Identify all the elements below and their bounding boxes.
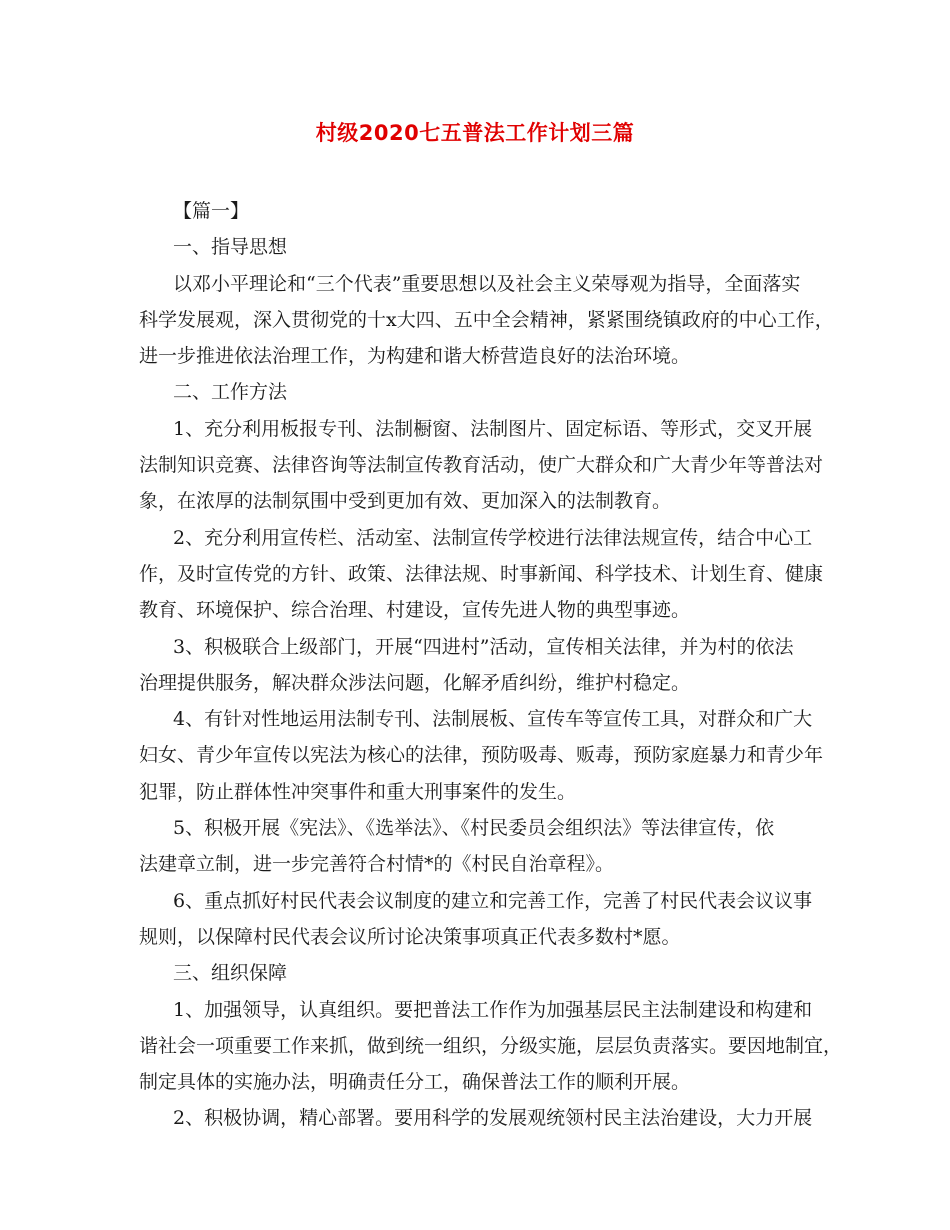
body-line: 作，及时宣传党的方针、政策、法律法规、时事新闻、科学技术、计划生育、健康: [139, 562, 824, 585]
body-line: 2、充分利用宣传栏、活动室、法制宣传学校进行法律法规宣传，结合中心工: [173, 526, 813, 549]
body-line: 谐社会一项重要工作来抓，做到统一组织，分级实施，层层负责落实。要因地制宜，: [139, 1034, 843, 1057]
body-line: 法建章立制，进一步完善符合村情*的《村民自治章程》。: [139, 853, 615, 876]
body-line: 科学发展观，深入贯彻党的十x大四、五中全会精神，紧紧围绕镇政府的中心工作，: [139, 308, 834, 331]
body-line: 制定具体的实施办法，明确责任分工，确保普法工作的顺利开展。: [139, 1071, 691, 1094]
body-line: 进一步推进依法治理工作，为构建和谐大桥营造良好的法治环境。: [139, 345, 691, 368]
body-line: 二、工作方法: [173, 381, 288, 404]
body-line: 3、积极联合上级部门，开展“四进村”活动，宣传相关法律，并为村的依法: [173, 635, 794, 658]
body-line: 法制知识竞赛、法律咨询等法制宣传教育活动，使广大群众和广大青少年等普法对: [139, 454, 824, 477]
document-body: [139, 193, 843, 1137]
body-line: 妇女、青少年宣传以宪法为核心的法律，预防吸毒、贩毒，预防家庭暴力和青少年: [139, 744, 824, 767]
body-line: 象，在浓厚的法制氛围中受到更加有效、更加深入的法制教育。: [139, 490, 672, 513]
body-line: 治理提供服务，解决群众涉法问题，化解矛盾纠纷，维护村稳定。: [139, 671, 691, 694]
document-title: 村级2020七五普法工作计划三篇: [315, 121, 635, 145]
body-line: 一、指导思想: [173, 236, 288, 259]
body-line: 以邓小平理论和“三个代表”重要思想以及社会主义荣辱观为指导，全面落实: [173, 272, 801, 295]
body-line: 教育、环境保护、综合治理、村建设，宣传先进人物的典型事迹。: [139, 599, 691, 622]
body-line: 三、组织保障: [173, 962, 288, 985]
body-line: 规则，以保障村民代表会议所讨论决策事项真正代表多数村*愿。: [139, 925, 681, 948]
body-line: 犯罪，防止群体性冲突事件和重大刑事案件的发生。: [139, 780, 577, 803]
body-line: 5、积极开展《宪法》、《选举法》、《村民委员会组织法》等法律宣传，依: [173, 817, 775, 840]
body-line: 4、有针对性地运用法制专刊、法制展板、宣传车等宣传工具，对群众和广大: [173, 708, 813, 731]
body-line: 1、充分利用板报专刊、法制橱窗、法制图片、固定标语、等形式，交叉开展: [173, 417, 813, 440]
body-line: 【篇一】: [173, 200, 250, 222]
body-line: 1、加强领导，认真组织。要把普法工作作为加强基层民主法制建设和构建和: [173, 998, 813, 1021]
body-line: 6、重点抓好村民代表会议制度的建立和完善工作，完善了村民代表会议议事: [173, 889, 813, 912]
body-line: 2、积极协调，精心部署。要用科学的发展观统领村民主法治建设，大力开展: [173, 1107, 813, 1130]
